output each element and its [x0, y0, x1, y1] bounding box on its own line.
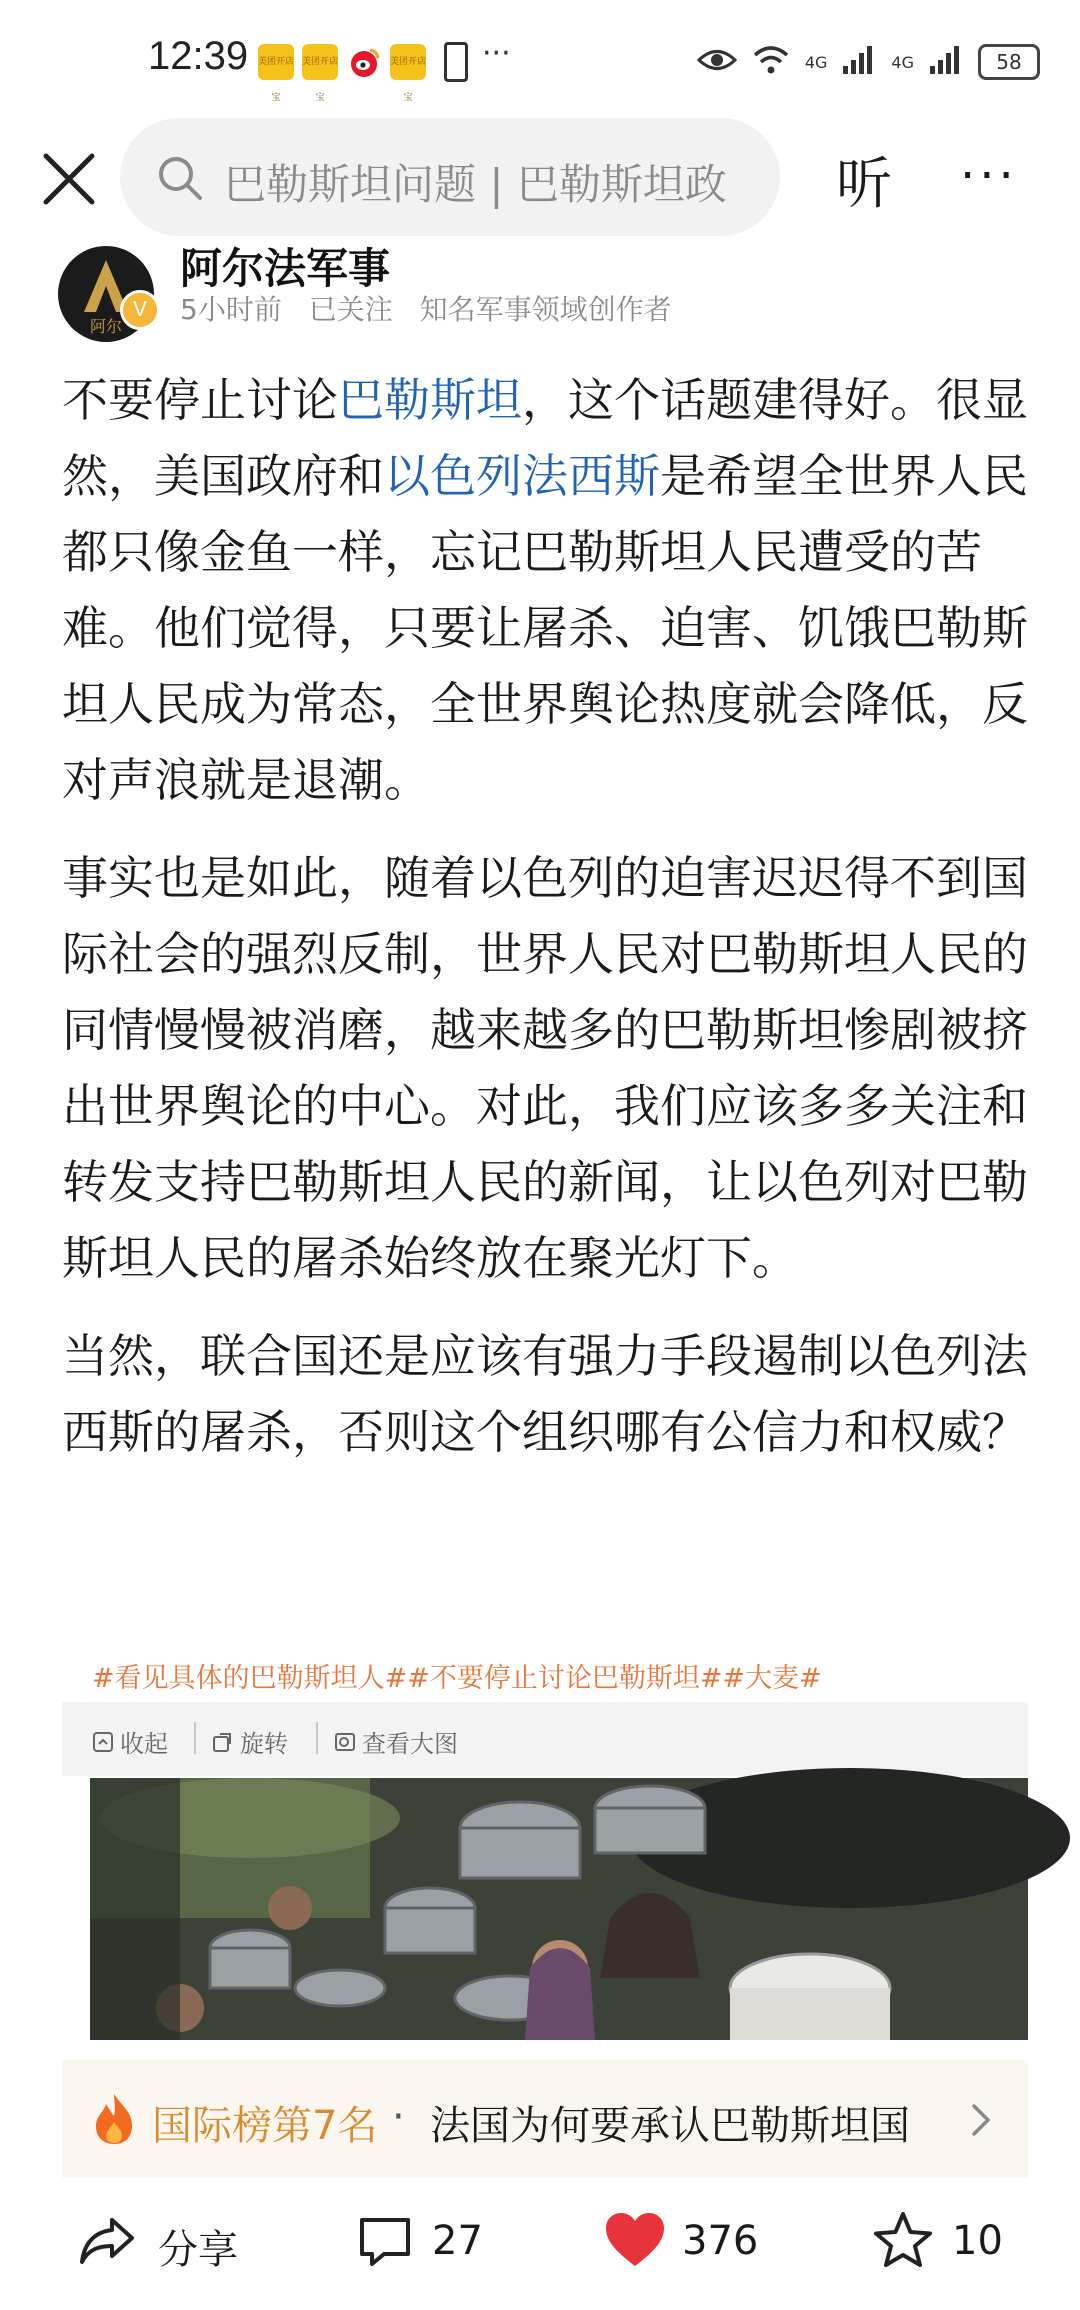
rank-separator: · — [392, 2094, 405, 2140]
collapse-icon — [92, 1731, 114, 1753]
share-button[interactable]: 分享 — [158, 2227, 238, 2273]
more-options-button[interactable]: ··· — [960, 148, 1018, 204]
sim-icon — [444, 42, 468, 82]
network-type-2: 4G — [891, 52, 914, 72]
verified-badge: V — [120, 290, 160, 330]
avatar-text: 阿尔 — [89, 317, 123, 336]
status-more-icon: ··· — [482, 36, 511, 71]
collapse-label: 收起 — [120, 1730, 168, 1758]
image-hashtags[interactable]: #看见具体的巴勒斯坦人##不要停止讨论巴勒斯坦##大麦# — [92, 1663, 822, 1694]
action-bar — [0, 2190, 1080, 2310]
wifi-icon — [751, 43, 791, 82]
view-large-label: 查看大图 — [362, 1730, 458, 1758]
rank-topic-title[interactable]: 法国为何要承认巴勒斯坦国 — [430, 2103, 910, 2149]
share-icon[interactable] — [76, 2210, 138, 2272]
image-toolbar — [62, 1702, 1028, 1776]
status-time: 12:39 — [148, 34, 249, 78]
rank-label: 国际榜第7名 — [152, 2103, 378, 2149]
meituan-app-icon: 美团开店宝 — [390, 44, 426, 80]
comment-count[interactable]: 27 — [432, 2218, 483, 2264]
eye-comfort-icon — [697, 45, 737, 80]
meituan-app-icon: 美团开店宝 — [258, 44, 294, 80]
network-type-1: 4G — [804, 52, 828, 72]
collapse-button[interactable] — [92, 1724, 168, 1759]
post-meta — [180, 288, 690, 328]
post-content — [62, 362, 1028, 1492]
post-time: 5小时前 — [180, 293, 282, 326]
paragraph-1 — [62, 362, 1028, 818]
topic-link-palestine[interactable]: 巴勒斯坦 — [338, 373, 522, 427]
paragraph-3: 当然，联合国还是应该有强力手段遏制以色列法西斯的屠杀，否则这个组织哪有公信力和权威？ — [62, 1329, 1028, 1459]
like-icon[interactable] — [604, 2210, 666, 2272]
weibo-app-icon — [346, 44, 382, 80]
search-bar[interactable] — [120, 118, 780, 236]
meituan-app-icon: 美团开店宝 — [302, 44, 338, 80]
search-icon — [156, 154, 204, 202]
author-title: 知名军事领域创作者 — [419, 293, 672, 326]
favorite-count[interactable]: 10 — [952, 2218, 1003, 2264]
comment-icon[interactable] — [354, 2210, 416, 2272]
view-large-icon — [334, 1731, 356, 1753]
like-count[interactable]: 376 — [682, 2218, 759, 2264]
view-large-button[interactable] — [334, 1724, 458, 1759]
status-right-group — [697, 40, 1040, 84]
paragraph-2: 事实也是如此，随着以色列的迫害迟迟得不到国际社会的强烈反制，世界人民对巴勒斯坦人民的同情慢慢被消磨，越来越多的巴勒斯坦惨剧被挤出世界舆论的中心。对此，我们应该多多关注和转发支持巴勒斯坦人民的新闻，让以色列对巴勒斯坦人民的屠杀始终放在聚光灯下。 — [62, 851, 1028, 1285]
battery-icon: 58 — [978, 44, 1040, 80]
favorite-icon[interactable] — [872, 2210, 934, 2272]
paragraph-1-text-b: ，这个话题建得好。很显然，美国政府和 — [62, 373, 1028, 503]
signal-icon-1 — [841, 44, 877, 81]
status-bar — [0, 0, 1080, 120]
fire-icon — [92, 2092, 136, 2146]
news-photo-illustration — [90, 1778, 1028, 2040]
search-input[interactable]: 巴勒斯坦问题 | 巴勒斯坦政 — [224, 160, 727, 209]
signal-icon-2 — [928, 44, 964, 81]
paragraph-1-text-c: 是希望全世界人民都只像金鱼一样，忘记巴勒斯坦人民遭受的苦难。他们觉得，只要让屠杀、迫害、饥饿巴勒斯坦人民成为常态，全世界舆论热度就会降低，反对声浪就是退潮。 — [62, 449, 1028, 807]
trending-rank-bar[interactable] — [62, 2060, 1028, 2178]
embedded-image-card[interactable] — [62, 1630, 1028, 2040]
listen-button[interactable]: 听 — [836, 152, 892, 217]
toolbar-divider — [194, 1722, 196, 1754]
follow-status[interactable]: 已关注 — [308, 293, 393, 326]
author-name[interactable]: 阿尔法军事 — [180, 244, 391, 293]
topic-link-israel-fascists[interactable]: 以色列法西斯 — [384, 449, 660, 503]
toolbar-divider — [316, 1722, 318, 1754]
rotate-icon — [212, 1731, 234, 1753]
news-photo[interactable] — [90, 1778, 1028, 2040]
rotate-label: 旋转 — [240, 1730, 288, 1758]
chevron-right-icon — [966, 2100, 996, 2140]
rotate-button[interactable] — [212, 1724, 288, 1759]
close-icon[interactable] — [40, 150, 98, 208]
paragraph-1-text-a: 不要停止讨论 — [62, 373, 338, 427]
